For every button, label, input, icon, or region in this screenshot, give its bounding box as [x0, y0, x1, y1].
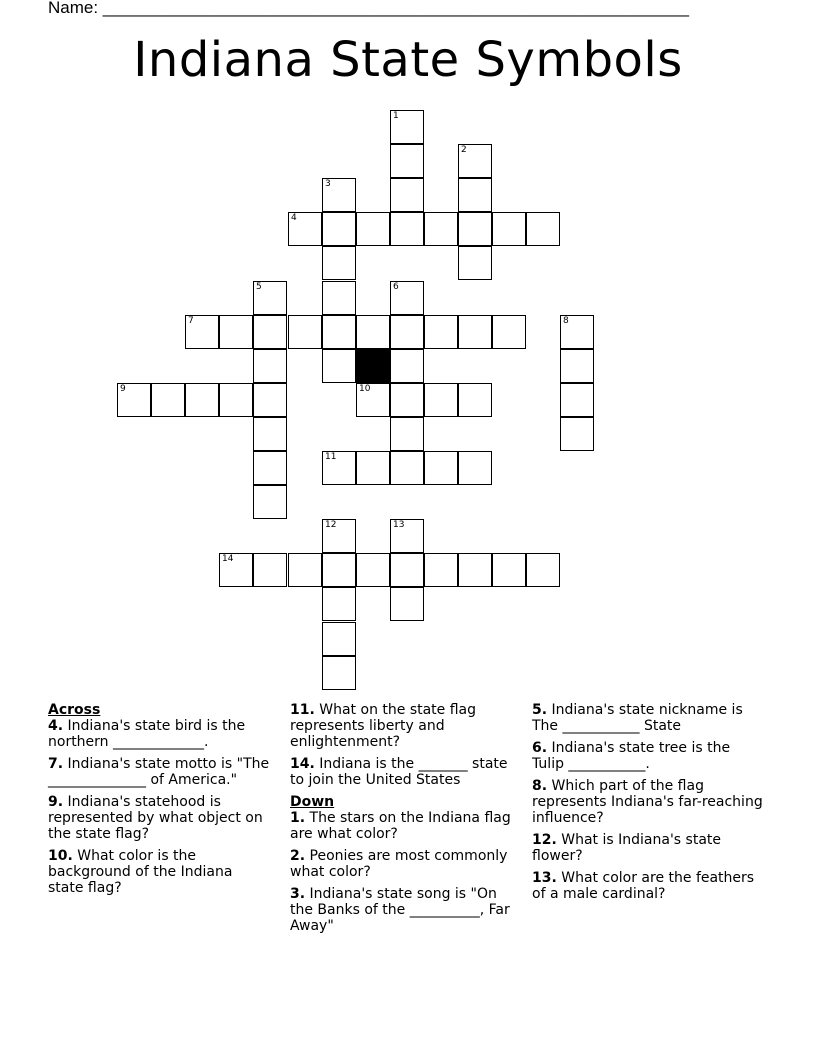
crossword-cell[interactable]	[322, 246, 356, 280]
crossword-cell[interactable]	[390, 383, 424, 417]
clue-down-1: 1. The stars on the Indiana flag are what color?	[290, 810, 511, 842]
crossword-cell[interactable]	[560, 383, 594, 417]
crossword-cell[interactable]	[219, 383, 253, 417]
crossword-cell[interactable]	[492, 315, 526, 349]
crossword-cell-8[interactable]	[560, 315, 594, 349]
crossword-cell[interactable]	[390, 553, 424, 587]
crossword-cell[interactable]	[492, 553, 526, 587]
crossword-cell[interactable]	[458, 315, 492, 349]
clue-number: 5	[256, 282, 262, 292]
crossword-cell[interactable]	[322, 212, 356, 246]
crossword-cell-5[interactable]	[253, 281, 287, 315]
clue-number: 14	[222, 554, 234, 564]
crossword-cell[interactable]	[390, 349, 424, 383]
clues-column-1	[48, 702, 270, 902]
crossword-cell[interactable]	[424, 383, 458, 417]
crossword-cell[interactable]	[253, 417, 287, 451]
crossword-cell[interactable]	[356, 553, 390, 587]
across-heading: Across	[48, 702, 101, 718]
clue-down-12: 12. What is Indiana's state flower?	[532, 832, 722, 864]
crossword-cell[interactable]	[560, 417, 594, 451]
clue-number: 11	[325, 452, 337, 462]
clue-across-9: 9. Indiana's statehood is represented by what object on the state flag?	[48, 794, 263, 842]
crossword-cell[interactable]	[322, 349, 356, 383]
crossword-cell[interactable]	[288, 315, 322, 349]
clue-number: 3	[325, 179, 331, 189]
crossword-cell[interactable]	[458, 451, 492, 485]
crossword-cell[interactable]	[424, 315, 458, 349]
page-title: Indiana State Symbols	[133, 32, 683, 88]
clue-down-2: 2. Peonies are most commonly what color?	[290, 848, 508, 880]
crossword-cell-7[interactable]	[185, 315, 219, 349]
crossword-cell[interactable]	[253, 383, 287, 417]
crossword-cell[interactable]	[322, 553, 356, 587]
crossword-cell[interactable]	[288, 553, 322, 587]
crossword-cell[interactable]	[151, 383, 185, 417]
crossword-cell[interactable]	[356, 315, 390, 349]
crossword-cell-4[interactable]	[288, 212, 322, 246]
crossword-cell[interactable]	[185, 383, 219, 417]
crossword-cell[interactable]	[356, 451, 390, 485]
clue-number: 9	[120, 384, 126, 394]
crossword-block	[356, 349, 390, 383]
crossword-cell-12[interactable]	[322, 519, 356, 553]
crossword-cell-9[interactable]	[117, 383, 151, 417]
clue-down-13: 13. What color are the feathers of a male cardinal?	[532, 870, 755, 902]
crossword-cell-13[interactable]	[390, 519, 424, 553]
crossword-cell-11[interactable]	[322, 451, 356, 485]
crossword-cell[interactable]	[492, 212, 526, 246]
crossword-cell[interactable]	[424, 212, 458, 246]
crossword-cell[interactable]	[458, 246, 492, 280]
crossword-cell[interactable]	[322, 281, 356, 315]
crossword-cell[interactable]	[253, 553, 287, 587]
crossword-cell[interactable]	[390, 417, 424, 451]
crossword-cell[interactable]	[322, 587, 356, 621]
crossword-cell[interactable]	[390, 587, 424, 621]
crossword-cell[interactable]	[322, 315, 356, 349]
clue-down-3: 3. Indiana's state song is "On the Banks of the __________, Far Away"	[290, 886, 510, 934]
name-field[interactable]: Name: ______________________________________________________________	[48, 0, 689, 17]
clue-number: 8	[563, 316, 569, 326]
crossword-cell[interactable]	[322, 622, 356, 656]
clue-across-11: 11. What on the state flag represents liberty and enlightenment?	[290, 702, 477, 750]
clue-across-7: 7. Indiana's state motto is "The ______________ of America."	[48, 756, 270, 788]
crossword-cell-1[interactable]	[390, 110, 424, 144]
clue-across-4: 4. Indiana's state bird is the northern _____________.	[48, 718, 246, 750]
clue-number: 6	[393, 282, 399, 292]
clue-number: 13	[393, 520, 405, 530]
crossword-cell[interactable]	[390, 315, 424, 349]
clue-number: 1	[393, 111, 399, 121]
clue-number: 12	[325, 520, 337, 530]
crossword-cell[interactable]	[560, 349, 594, 383]
clue-down-8: 8. Which part of the flag represents Indiana's far-reaching influence?	[532, 778, 763, 826]
crossword-cell[interactable]	[390, 451, 424, 485]
crossword-cell[interactable]	[219, 315, 253, 349]
clue-down-5: 5. Indiana's state nickname is The ___________ State	[532, 702, 743, 734]
crossword-cell-6[interactable]	[390, 281, 424, 315]
crossword-cell[interactable]	[458, 212, 492, 246]
crossword-cell[interactable]	[458, 178, 492, 212]
clue-number: 4	[291, 213, 297, 223]
crossword-cell[interactable]	[526, 553, 560, 587]
clues-column-2	[290, 702, 522, 940]
clue-across-10: 10. What color is the background of the Indiana state flag?	[48, 848, 233, 896]
crossword-cell[interactable]	[390, 212, 424, 246]
clue-across-14: 14. Indiana is the _______ state to join the United States	[290, 756, 508, 788]
clue-number: 2	[461, 145, 467, 155]
crossword-cell[interactable]	[322, 656, 356, 690]
clue-number: 10	[359, 384, 371, 394]
clue-number: 7	[188, 316, 194, 326]
crossword-cell[interactable]	[526, 212, 560, 246]
crossword-cell[interactable]	[356, 212, 390, 246]
crossword-cell[interactable]	[390, 178, 424, 212]
crossword-cell[interactable]	[458, 553, 492, 587]
crossword-cell[interactable]	[253, 315, 287, 349]
crossword-cell[interactable]	[390, 144, 424, 178]
clues-column-3	[532, 702, 764, 908]
crossword-cell[interactable]	[253, 485, 287, 519]
crossword-cell-3[interactable]	[322, 178, 356, 212]
crossword-cell[interactable]	[458, 383, 492, 417]
clue-down-6: 6. Indiana's state tree is the Tulip ___________.	[532, 740, 731, 772]
crossword-cell-14[interactable]	[219, 553, 253, 587]
crossword-cell[interactable]	[424, 553, 458, 587]
crossword-cell[interactable]	[424, 451, 458, 485]
crossword-cell-2[interactable]	[458, 144, 492, 178]
crossword-cell[interactable]	[253, 451, 287, 485]
crossword-cell[interactable]	[253, 349, 287, 383]
down-heading: Down	[290, 794, 335, 810]
crossword-cell-10[interactable]	[356, 383, 390, 417]
